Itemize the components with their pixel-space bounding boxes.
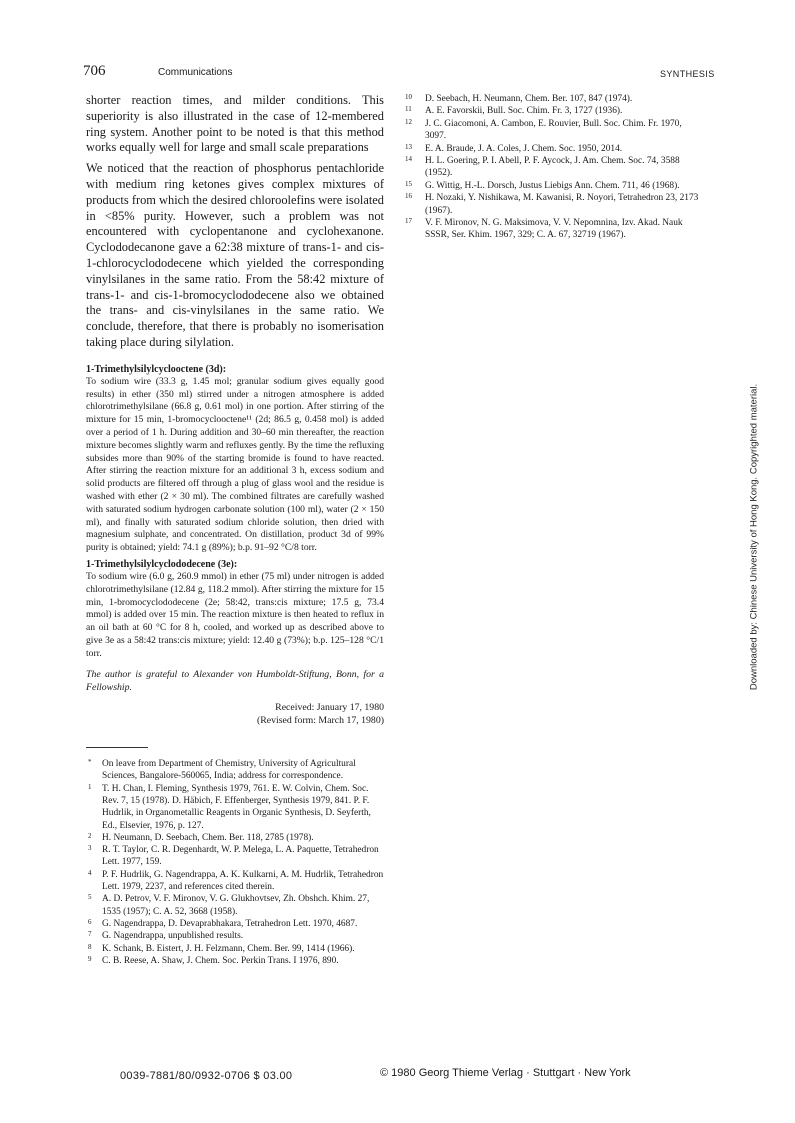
acknowledgement: The author is grateful to Alexander von Humboldt-Stiftung, Bonn, for a Fellowship. (86, 669, 384, 694)
reference-item: 17 V. F. Mironov, N. G. Maksimova, V. V. Nepomnina, Izv. Akad. Nauk SSSR, Ser. Khim. 1967, 329; C. A. 67, 32719 (1967). (405, 217, 683, 241)
experimental-text-3e: To sodium wire (6.0 g, 260.9 mmol) in ether (75 ml) under nitrogen is added chlorotrimethylsilane (12.84 g, 118.2 mmol). After stirring the mixture for 15 min, 1-bromocyclododecene (2e; 58:42, trans:cis mixture; 17.5 g, 73.4 mmol) is added over 15 min. The reaction mixture is then heated to reflux in an oil bath at 60 °C for 8 h, cooled, and worked up as described above to give 3e as a 58:42 trans:cis mixture; yield: 12.40 g (73%); b.p. 125–128 °C/1 torr. (86, 570, 384, 659)
footnote-item: 5 A. D. Petrov, V. F. Mironov, V. G. Glukhovtsev, Zh. Obshch. Khim. 27, 1535 (1957); C. A. 52, 3668 (1958). (88, 893, 370, 917)
reference-item: 11 A. E. Favorskii, Bull. Soc. Chim. Fr. 3, 1727 (1936). (405, 105, 623, 117)
footnote-item: 1 T. H. Chan, I. Fleming, Synthesis 1979, 761. E. W. Colvin, Chem. Soc. Rev. 7, 15 (1978). D. Häbich, F. Effenberger, Synthesis 1979, 841. P. F. Hudrlik, in Organometallic Reagents in Organic Synthesis, D. Seyferth, Ed., Elsevier, 1976, p. 127. (88, 782, 371, 831)
journal-name: SYNTHESIS (660, 69, 715, 79)
copyright-notice: © 1980 Georg Thieme Verlag · Stuttgart · New York (380, 1067, 631, 1079)
body-paragraph-1: shorter reaction times, and milder conditions. This superiority is also illustrated in the case of 12-membered ring system. Another point to be noted is that this method works equally well for large and small scale preparations (86, 93, 384, 155)
download-watermark-text: Downloaded by: Chinese University of Hong Kong. Copyrighted material. (748, 383, 760, 691)
reference-item: 13 E. A. Braude, J. A. Coles, J. Chem. Soc. 1950, 2014. (405, 142, 623, 154)
reference-item: 15 G. Wittig, H.-L. Dorsch, Justus Liebigs Ann. Chem. 711, 46 (1968). (405, 179, 680, 191)
reference-item: 16 H. Nozaki, Y. Nishikawa, M. Kawanisi, R. Noyori, Tetrahedron 23, 2173 (1967). (405, 192, 699, 216)
experimental-title-3e: 1-Trimethylsilylcyclododecene (3e): (86, 558, 238, 570)
footnote-list (86, 758, 384, 967)
revised-date: (Revised form: March 17, 1980) (256, 715, 384, 727)
page-number: 706 (83, 63, 106, 79)
footnote-item: 9 C. B. Reese, A. Shaw, J. Chem. Soc. Perkin Trans. I 1976, 890. (88, 954, 339, 966)
section-title: Communications (158, 67, 233, 78)
footnote-item: 2 H. Neumann, D. Seebach, Chem. Ber. 118, 2785 (1978). (88, 831, 314, 843)
experimental-title-3d: 1-Trimethylsilylcyclooctene (3d): (86, 363, 227, 375)
right-column-references (403, 93, 703, 242)
footnote-item: 3 R. T. Taylor, C. R. Degenhardt, W. P. Melega, L. A. Paquette, Tetrahedron Lett. 1977, 159. (88, 844, 379, 868)
reference-item: 10 D. Seebach, H. Neumann, Chem. Ber. 107, 847 (1974). (405, 93, 633, 104)
received-date: Received: January 17, 1980 (275, 702, 384, 714)
footnote-item: * On leave from Department of Chemistry, University of Agricultural Sciences, Bangalore-560065, India; address for correspondence. (88, 758, 356, 782)
footnote-item: 8 K. Schank, B. Eistert, J. H. Felzmann, Chem. Ber. 99, 1414 (1966). (88, 942, 355, 954)
experimental-text-3d: To sodium wire (33.3 g, 1.45 mol; granular sodium gives equally good results) in ether (350 ml) stirred under a nitrogen atmosphere is added chlorotrimethylsilane (66.8 g, 0.61 mol) in one portion. After stirring of the mixture for 15 min, 1-bromocyclooctene¹¹ (2d; 86.5 g, 0.458 mol) is added over a period of 1 h. During addition and 30–60 min thereafter, the reaction mixture becomes slightly warm and refluxes gently. By the time the refluxing subsides more than 90% of the starting bromide is found to have reacted. After stirring the reaction mixture for an additional 3 h, excess sodium and solid products are filtered off through a plug of glass wool and the residue is washed with ether (2 × 30 ml). The combined filtrates are carefully washed with saturated sodium hydrogen carbonate solution (100 ml), water (2 × 150 ml), and finally with saturated sodium chloride solution, then dried with magnesium sulphate, and concentrated. On distillation, product 3d of 99% purity is obtained; yield: 74.1 g (89%); b.p. 91–92 °C/8 torr. (86, 375, 384, 554)
left-column (86, 93, 384, 967)
footnote-item: 7 G. Nagendrappa, unpublished results. (88, 930, 244, 942)
body-paragraph-2: We noticed that the reaction of phosphorus pentachloride with medium ring ketones gives complex mixtures of products from which the desired chloroolefins were isolated in <85% purity. However, such a problem was not encountered with cyclopentanone and cyclohexanone. Cyclododecanone gave a 62:38 mixture of trans-1- and cis-1-chlorocyclododecene which yielded the corresponding vinylsilanes in the same ratio. From the 58:42 mixture of trans-1- and cis-1-bromocyclododecene also we obtained the trans- and cis-vinylsilanes in the same ratio. We conclude, therefore, that there is probably no isomerisation taking place during silylation. (86, 161, 384, 349)
download-watermark (744, 364, 764, 710)
footnote-item: 4 P. F. Hudrlik, G. Nagendrappa, A. K. Kulkarni, A. M. Hudrlik, Tetrahedron Lett. 1979, 2237, and references cited therein. (88, 868, 384, 893)
article-code: 0039-7881/80/0932-0706 $ 03.00 (120, 1070, 293, 1082)
reference-item: 14 H. L. Goering, P. I. Abell, P. F. Aycock, J. Am. Chem. Soc. 74, 3588 (1952). (405, 155, 680, 179)
reference-item: 12 J. C. Giacomoni, A. Cambon, E. Rouvier, Bull. Soc. Chim. Fr. 1970, 3097. (405, 117, 682, 142)
footnote-item: 6 G. Nagendrappa, D. Devaprabhakara, Tetrahedron Lett. 1970, 4687. (88, 917, 358, 929)
footnote-divider (86, 747, 148, 748)
